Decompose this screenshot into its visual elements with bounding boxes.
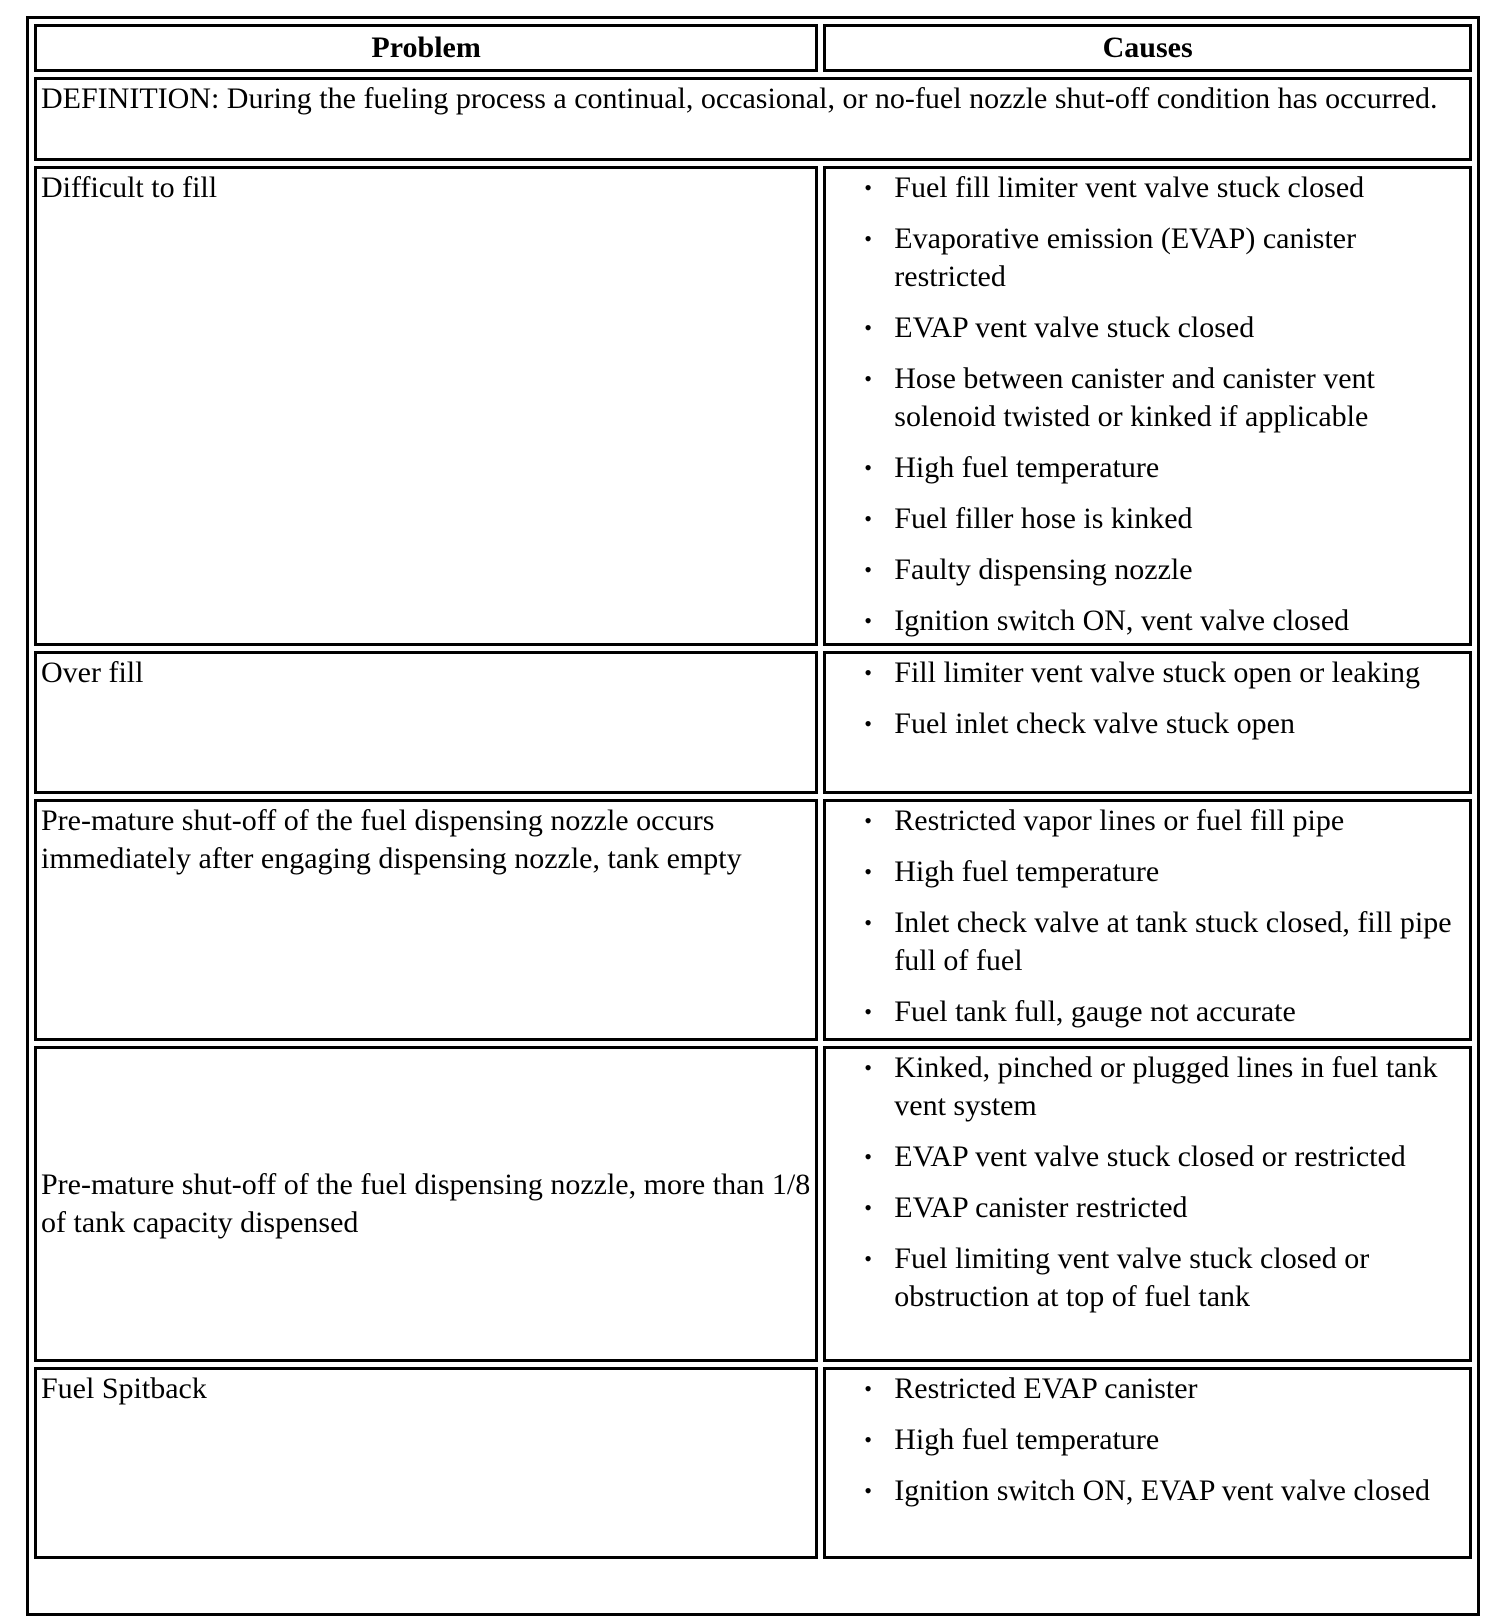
cause-item: • Fill limiter vent valve stuck open or leaking [894, 654, 1465, 692]
definition-row [34, 77, 1472, 161]
cause-item: • Fuel tank full, gauge not accurate [894, 993, 1465, 1031]
cause-item: • High fuel temperature [894, 449, 1465, 487]
table-row [34, 651, 1472, 794]
problem-cell: Over fill [34, 651, 818, 794]
problem-cell: Difficult to fill [34, 166, 818, 646]
cause-list [830, 802, 1465, 1031]
problem-header: Problem [34, 24, 818, 72]
cause-list [830, 169, 1465, 640]
problem-cell: Pre-mature shut-off of the fuel dispensing nozzle, more than 1/8 of tank capacity dispensed [34, 1046, 818, 1362]
diagnostic-table [29, 19, 1477, 1564]
table-row [34, 166, 1472, 646]
causes-cell [823, 651, 1472, 794]
cause-item: • EVAP vent valve stuck closed or restricted [894, 1138, 1465, 1176]
cause-item: • High fuel temperature [894, 853, 1465, 891]
causes-cell [823, 799, 1472, 1041]
cause-item: • Fuel limiting vent valve stuck closed or obstruction at top of fuel tank [894, 1240, 1465, 1316]
causes-cell [823, 1046, 1472, 1362]
cause-item: • EVAP vent valve stuck closed [894, 309, 1465, 347]
cause-list [830, 654, 1465, 743]
problem-cell: Pre-mature shut-off of the fuel dispensing nozzle occurs immediately after engaging dispensing nozzle, tank empty [34, 799, 818, 1041]
cause-item: • Inlet check valve at tank stuck closed, fill pipe full of fuel [894, 904, 1465, 980]
table-row [34, 799, 1472, 1041]
cause-item: • Hose between canister and canister vent solenoid twisted or kinked if applicable [894, 360, 1465, 436]
header-row [34, 24, 1472, 72]
cause-item: • Restricted vapor lines or fuel fill pipe [894, 802, 1465, 840]
cause-list [830, 1049, 1465, 1316]
diagnostic-table-frame [26, 16, 1480, 1616]
cause-item: • Faulty dispensing nozzle [894, 551, 1465, 589]
problem-cell: Fuel Spitback [34, 1367, 818, 1559]
cause-item: • Fuel fill limiter vent valve stuck closed [894, 169, 1465, 207]
cause-item: • Fuel inlet check valve stuck open [894, 705, 1465, 743]
causes-header: Causes [823, 24, 1472, 72]
cause-item: • Evaporative emission (EVAP) canister restricted [894, 220, 1465, 296]
cause-item: • Ignition switch ON, vent valve closed [894, 602, 1465, 640]
cause-item: • Restricted EVAP canister [894, 1370, 1465, 1408]
cause-item: • Kinked, pinched or plugged lines in fuel tank vent system [894, 1049, 1465, 1125]
definition-text: DEFINITION: During the fueling process a continual, occasional, or no-fuel nozzle shut-off condition has occurred. [34, 77, 1472, 161]
cause-item: • Fuel filler hose is kinked [894, 500, 1465, 538]
table-row [34, 1367, 1472, 1559]
cause-item: • High fuel temperature [894, 1421, 1465, 1459]
cause-item: • Ignition switch ON, EVAP vent valve closed [894, 1472, 1465, 1510]
cause-item: • EVAP canister restricted [894, 1189, 1465, 1227]
table-row [34, 1046, 1472, 1362]
cause-list [830, 1370, 1465, 1510]
causes-cell [823, 1367, 1472, 1559]
causes-cell [823, 166, 1472, 646]
